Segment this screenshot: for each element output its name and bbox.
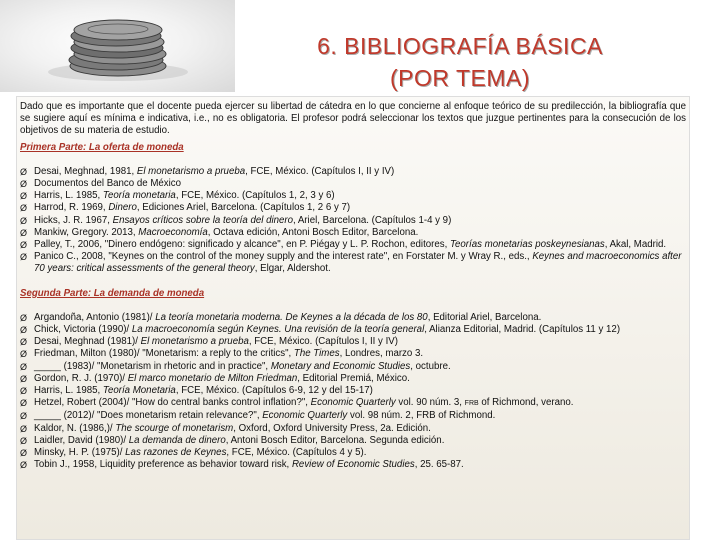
title-line-2: (POR TEMA) <box>389 65 531 91</box>
section-heading-supply: Primera Parte: La oferta de moneda <box>20 141 184 153</box>
arrow-bullet-icon: Ø <box>20 435 28 446</box>
arrow-bullet-icon: Ø <box>20 386 28 397</box>
arrow-bullet-icon: Ø <box>20 325 28 336</box>
arrow-bullet-icon: Ø <box>20 398 28 409</box>
list-item: Ø Chick, Victoria (1990)/ La macroeconomía según Keynes. Una revisión de la teoría general, Alianza Editorial, Madrid. (Capítulos 11 y 12) <box>20 324 621 336</box>
list-item: Ø Friedman, Milton (1980)/ "Monetarism: a reply to the critics", The Times, Londres, marzo 3. <box>20 348 424 360</box>
arrow-bullet-icon: Ø <box>20 460 28 471</box>
arrow-bullet-icon: Ø <box>20 240 28 251</box>
arrow-bullet-icon: Ø <box>20 179 28 190</box>
list-item: Ø _____ (2012)/ "Does monetarism retain relevance?", Economic Quarterly vol. 98 núm. 2, FRB of Richmond. <box>20 410 496 422</box>
arrow-bullet-icon: Ø <box>20 191 28 202</box>
arrow-bullet-icon: Ø <box>20 166 28 177</box>
arrow-bullet-icon: Ø <box>20 448 28 459</box>
arrow-bullet-icon: Ø <box>20 215 28 226</box>
arrow-bullet-icon: Ø <box>20 411 28 422</box>
list-item: Ø Hicks, J. R. 1967, Ensayos críticos sobre la teoría del dinero, Ariel, Barcelona. (Capítulos 1-4 y 9) <box>20 214 452 226</box>
list-item: Ø Palley, T., 2006, "Dinero endógeno: significado y alcance", en P. Piégay y L. P. Rochon, editores, Teorías monetarias poskeynesianas, Akal, Madrid. <box>20 239 667 251</box>
list-item: Ø Gordon, R. J. (1970)/ El marco monetario de Milton Friedman, Editorial Premiá, México. <box>20 372 410 384</box>
intro-paragraph: Dado que es importante que el docente pueda ejercer su libertad de cátedra en lo que concierne al enfoque teórico de su predilección, la bibliografía que se sugiere aquí es mínima e indicativa, i.e., no es obligatoria. El profesor podrá seleccionar los textos que juzgue pertinentes para la consecución de los objetivos de su materia de estudio. <box>20 101 686 137</box>
arrow-bullet-icon: Ø <box>20 373 28 384</box>
arrow-bullet-icon: Ø <box>20 361 28 372</box>
list-item: Ø Harris, L. 1985, Teoría Monetaria, FCE, México. (Capítulos 6-9, 12 y del 15-17) <box>20 385 373 397</box>
bibliography-list-supply <box>20 166 686 276</box>
section-heading-demand: Segunda Parte: La demanda de moneda <box>20 287 205 299</box>
bibliography-content <box>20 101 686 483</box>
bibliography-list-demand <box>20 312 686 472</box>
arrow-bullet-icon: Ø <box>20 349 28 360</box>
list-item: Ø Harrod, R. 1969, Dinero, Ediciones Ariel, Barcelona. (Capítulos 1, 2 6 y 7) <box>20 202 351 214</box>
page-title <box>245 30 675 94</box>
arrow-bullet-icon: Ø <box>20 312 28 323</box>
list-item: Ø Laidler, David (1980)/ La demanda de dinero, Antoni Bosch Editor, Barcelona. Segunda edición. <box>20 434 445 446</box>
list-item: Ø Desai, Meghnad, 1981, El monetarismo a prueba, FCE, México. (Capítulos I, II y IV) <box>20 165 395 177</box>
list-item: Ø Argandoña, Antonio (1981)/ La teoría monetaria moderna. De Keynes a la década de los 80, Editorial Ariel, Barcelona. <box>20 311 542 323</box>
list-item: Ø Minsky, H. P. (1975)/ Las razones de Keynes, FCE, México. (Capítulos 4 y 5). <box>20 447 367 459</box>
list-item: Ø Mankiw, Gregory. 2013, Macroeconomía, Octava edición, Antoni Bosch Editor, Barcelona. <box>20 226 419 238</box>
coin-stack-image <box>0 0 235 92</box>
arrow-bullet-icon: Ø <box>20 203 28 214</box>
arrow-bullet-icon: Ø <box>20 337 28 348</box>
arrow-bullet-icon: Ø <box>20 423 28 434</box>
list-item: Ø _____ (1983)/ "Monetarism in rhetoric and in practice", Monetary and Economic Studies, octubre. <box>20 360 451 372</box>
title-line-1: 6. BIBLIOGRAFÍA BÁSICA <box>317 33 603 59</box>
list-item: Ø Documentos del Banco de México <box>20 178 182 190</box>
list-item: Ø Desai, Meghnad (1981)/ El monetarismo a prueba, FCE, México. (Capítulos I, II y IV) <box>20 336 398 348</box>
list-item: Ø Tobin J., 1958, Liquidity preference as behavior toward risk, Review of Economic Studies, 25. 65-87. <box>20 459 464 471</box>
list-item: Ø Kaldor, N. (1986,)/ The scourge of monetarism, Oxford, Oxford University Press, 2a. Edición. <box>20 422 431 434</box>
arrow-bullet-icon: Ø <box>20 252 28 263</box>
list-item: Ø Panico C., 2008, "Keynes on the control of the money supply and the interest rate", en Forstater M. y Wray R., eds., Keynes and macroeconomics after 70 years: critical assessments of the general theory, Elgar, Aldershot. <box>20 251 682 275</box>
list-item: Ø Harris, L. 1985, Teoría monetaria, FCE, México. (Capítulos 1, 2, 3 y 6) <box>20 190 335 202</box>
list-item: Ø Hetzel, Robert (2004)/ "How do central banks control inflation?", Economic Quarterly vol. 90 núm. 3, FRB of Richmond, verano. <box>20 397 574 409</box>
arrow-bullet-icon: Ø <box>20 227 28 238</box>
